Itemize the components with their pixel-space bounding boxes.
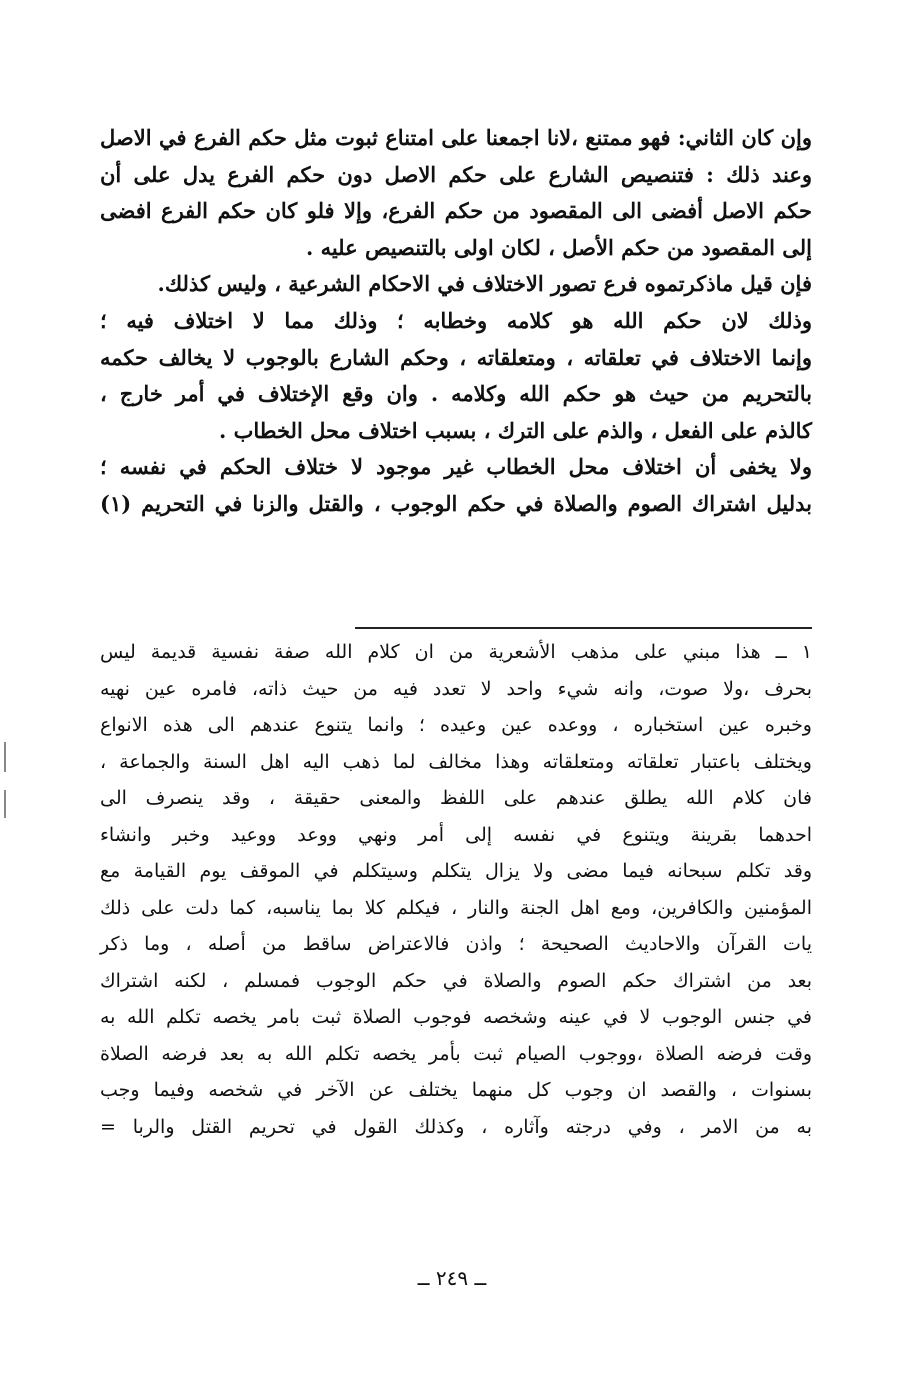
text-line: إلى المقصود من حكم الأصل ، لكان اولى بالتنصيص عليه . bbox=[305, 234, 812, 260]
footnote-line: بسنوات ، والقصد ان وجوب كل منهما يختلف عن الآخر في شخصه وفيما وجب bbox=[100, 1079, 812, 1101]
footnote-line: في جنس الوجوب لا في عينه وشخصه فوجوب الصلاة ثبت بامر يخصه تكلم الله به bbox=[100, 1006, 812, 1028]
text-line: وإن كان الثاني: فهو ممتنع ،لانا اجمعنا على امتناع ثبوت مثل حكم الفرع في الاصل bbox=[100, 125, 812, 150]
footnote-block bbox=[100, 634, 812, 1145]
footnote-line: وقت فرضه الصلاة ،ووجوب الصيام ثبت بأمر يخصه تكلم الله به بعد فرضه الصلاة bbox=[100, 1042, 812, 1065]
scan-edge-mark bbox=[4, 742, 6, 772]
text-line: وإنما الاختلاف في تعلقاته ، ومتعلقاته ، وحكم الشارع بالوجوب لا يخالف حكمه bbox=[100, 344, 812, 370]
text-line: كالذم على الفعل ، والذم على الترك ، بسبب اختلاف محل الخطاب . bbox=[218, 417, 812, 443]
footnote-line: وخبره عين استخباره ، ووعده عين وعيده ؛ وانما يتنوع عندهم الى هذه الانواع bbox=[100, 714, 812, 736]
footnote-line: وقد تكلم سبحانه فيما مضى ولا يزال يتكلم وسيتكلم في الموقف يوم القيامة مع bbox=[100, 860, 812, 882]
footnote-line: بعد من اشتراك حكم الصوم والصلاة في حكم الوجوب فمسلم ، لكنه اشتراك bbox=[100, 969, 812, 992]
footnote-line: ١ ــ هذا مبني على مذهب الأشعرية من ان كلام الله صفة نفسية قديمة ليس bbox=[100, 641, 812, 663]
footnote-line: احدهما بقرينة ويتنوع في نفسه إلى أمر ونهي ووعد ووعيد وخبر وانشاء bbox=[100, 823, 812, 846]
text-line: وذلك لان حكم الله هو كلامه وخطابه ؛ وذلك مما لا اختلاف فيه ؛ bbox=[100, 307, 812, 333]
text-line: حكم الاصل أفضى الى المقصود من حكم الفرع، وإلا فلو كان حكم الفرع افضى bbox=[100, 198, 812, 224]
main-text-block bbox=[100, 120, 812, 523]
text-line: ولا يخفى أن اختلاف محل الخطاب غير موجود لا ختلاف الحكم في نفسه ؛ bbox=[100, 454, 812, 480]
text-line: وعند ذلك : فتنصيص الشارع على حكم الاصل دون حكم الفرع يدل على أن bbox=[100, 161, 812, 187]
scan-edge-mark bbox=[4, 790, 6, 818]
footnote-line: يات القرآن والاحاديث الصحيحة ؛ واذن فالاعتراض ساقط من أصله ، وما ذكر bbox=[100, 933, 812, 955]
text-line: بدليل اشتراك الصوم والصلاة في حكم الوجوب ، والقتل والزنا في التحريم (١) bbox=[100, 490, 812, 516]
footnote-line: به من الامر ، وفي درجته وآثاره ، وكذلك القول في تحريم القتل والربا = bbox=[100, 1115, 812, 1138]
footnote-line: فان كلام الله يطلق عندهم على اللفظ والمعنى حقيقة ، وقد ينصرف الى bbox=[100, 787, 812, 809]
footnote-line: بحرف ،ولا صوت، وانه شيء واحد لا تعدد فيه من حيث ذاته، فامره عين نهيه bbox=[100, 677, 812, 700]
footnote-line: ويختلف باعتبار تعلقاته ومتعلقاته وهذا مخالف لما ذهب اليه اهل السنة والجماعة ، bbox=[100, 750, 812, 773]
footnote-divider bbox=[355, 627, 812, 629]
page-number: ــ ٢٤٩ ــ bbox=[417, 1266, 487, 1290]
text-line: فإن قيل ماذكرتموه فرع تصور الاختلاف في الاحكام الشرعية ، وليس كذلك. bbox=[157, 271, 812, 297]
text-line: بالتحريم من حيث هو حكم الله وكلامه . وان وقع الإختلاف في أمر خارج ، bbox=[100, 381, 812, 407]
footnote-line: المؤمنين والكافرين، ومع اهل الجنة والنار ، فيكلم كلا بما يناسبه، كما دلت على ذلك bbox=[100, 896, 812, 919]
